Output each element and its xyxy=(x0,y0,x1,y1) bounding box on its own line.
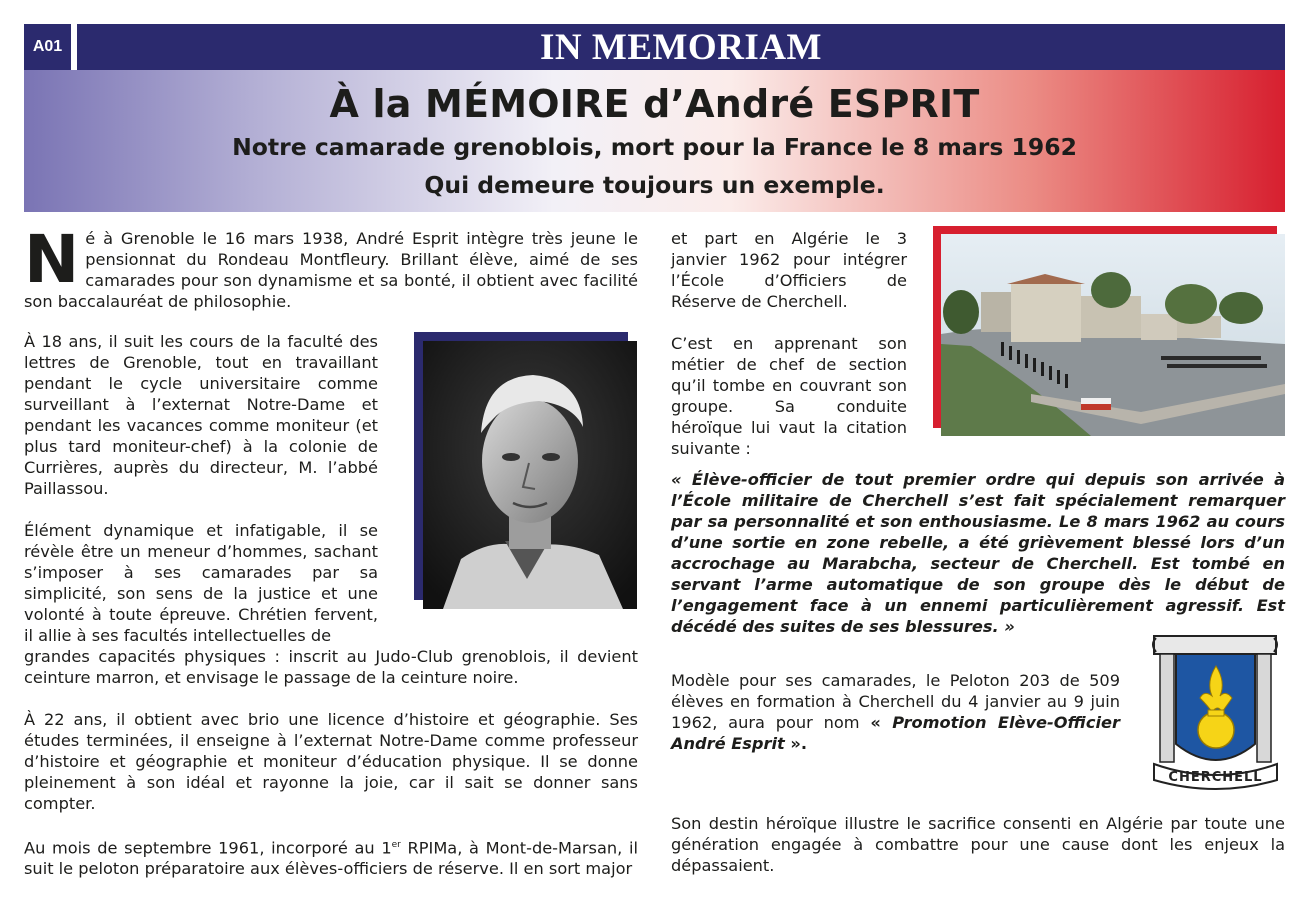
cherchell-insignia xyxy=(1146,626,1285,792)
insignia-label: CHERCHELL xyxy=(1168,770,1263,785)
left-column-bottom xyxy=(24,646,638,879)
left-column-narrow xyxy=(24,331,378,646)
paragraph-military: Au mois de septembre 1961, incorporé au 1er RPIMa, à Mont-de-Marsan, il suit le peloton préparatoire aux élèves-officiers de réserve. Il en sort major xyxy=(24,838,638,879)
paragraph-judo: grandes capacités physiques : inscrit au Judo-Club grenoblois, il devient ceinture marron, et envisage le passage de la ceinture noire. xyxy=(24,647,638,687)
portrait-photo xyxy=(423,341,637,609)
section-title: IN MEMORIAM xyxy=(77,24,1285,70)
paragraph-birth: é à Grenoble le 16 mars 1938, André Esprit intègre très jeune le pensionnat du Rondeau Montfleury. Brillant élève, aimé de ses camarades pour son dynamisme et sa bonté, il obtient avec facilité son baccalauréat de philosophie. xyxy=(24,229,638,311)
promotion-name: Promotion Elève-Officier André Esprit xyxy=(671,713,1121,753)
paragraph-algeria: et part en Algérie le 3 janvier 1962 pour intégrer l’École d’Officiers de Réserve de Cherchell. xyxy=(671,229,907,311)
paragraph-death: C’est en apprenant son métier de chef de section qu’il tombe en couvrant son groupe. Sa conduite héroïque lui vaut la citation suivante : xyxy=(671,334,907,458)
page-tag: A01 xyxy=(24,24,71,70)
subtitle-2: Qui demeure toujours un exemple. xyxy=(424,171,885,199)
paragraph-studies: À 18 ans, il suit les cours de la faculté des lettres de Grenoble, tout en travaillant pendant le cycle universitaire comme surveillant à l’externat Notre-Dame et pendant les vacances comme moniteur (et plus tard moniteur-chef) à la colonie de Currières, auprès du directeur, M. l’abbé Paillassou. xyxy=(24,332,378,498)
page-title: À la MÉMOIRE d’André ESPRIT xyxy=(329,82,980,126)
right-column-bottom xyxy=(671,813,1285,876)
superscript: er xyxy=(391,840,401,850)
paragraph-character: Élément dynamique et infatigable, il se révèle être un meneur d’hommes, sachant s’imposer à ses camarades par sa simplicité, son sens de la justice et une volonté à toute épreuve. Chrétien fervent, il allie à ses facultés intellectuelles de xyxy=(24,521,378,645)
right-column-quote xyxy=(671,469,1285,637)
paragraph-destiny: Son destin héroïque illustre le sacrifice consenti en Algérie par toute une génération engagée à combattre pour une cause dont les enjeux la dépassaient. xyxy=(671,814,1285,875)
citation-quote: « Élève-officier de tout premier ordre qui depuis son arrivée à l’École militaire de Cherchell s’est fait spécialement remarquer par sa personnalité et son enthousiasme. Le 8 mars 1962 au cours d’une sortie en zone rebelle, a été grièvement blessé lors d’un accrochage au Marabcha, secteur de Cherchell. Est tombé en servant l’arme automatique de son groupe dès le début de l’engagement face à un ennemi particulièrement agressif. Est décédé des suites de ses blessures. » xyxy=(671,470,1285,636)
paragraph-teaching: À 22 ans, il obtient avec brio une licence d’histoire et géographie. Ses études terminées, il enseigne à l’externat Notre-Dame comme professeur d’histoire et géographie et moniteur d’éducation physique. Il se donne pleinement à son idéal et rayonne la joie, car il sait se donner sans compter. xyxy=(24,710,638,813)
title-banner xyxy=(24,70,1285,212)
right-column-promo xyxy=(671,670,1120,754)
subtitle-1: Notre camarade grenoblois, mort pour la France le 8 mars 1962 xyxy=(232,133,1077,161)
right-column-narrow xyxy=(671,228,907,459)
school-photo xyxy=(941,234,1285,436)
drop-cap: N xyxy=(24,221,80,298)
left-column-top xyxy=(24,221,638,333)
paragraph-promotion: Modèle pour ses camarades, le Peloton 203 de 509 élèves en formation à Cherchell du 4 janvier au 9 juin 1962, aura pour nom « Promotion Elève-Officier André Esprit ». xyxy=(671,671,1121,753)
